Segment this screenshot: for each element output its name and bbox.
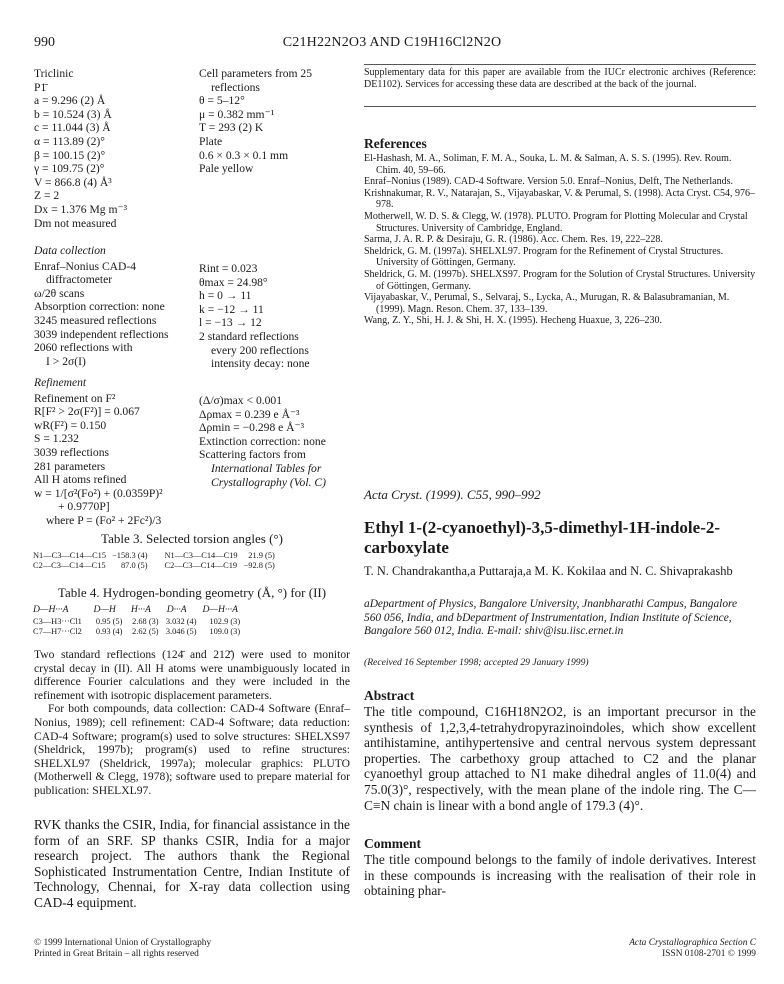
table-header-cell: D···A [166, 604, 187, 615]
paragraph: For both compounds, data collection: CAD-4 Software (Enraf–Nonius, 1989); cell refinement: CAD-4 Software; data reduction: CAD-4 Software; program(s) used to solve structures: SHELXS97 (Sheldrick, 1997b); program(s) used to refine structures: SHELXL97 (Sheldrick, 1997a); molecular graphics: PLUTO (Motherwell & Clegg, 1978); software used to prepare material for publication: SHELXL97. [34, 702, 350, 797]
footer-copyright: © 1999 International Union of Crystallography [34, 938, 212, 948]
rule-top [364, 64, 756, 65]
data-line: Cell parameters from 25 [199, 67, 312, 80]
data-collection-heading: Data collection [34, 244, 106, 257]
data-line: α = 113.89 (2)° [34, 134, 105, 148]
data-line: l = −13 → 12 [199, 316, 262, 330]
abstract-text: The title compound, C16H18N2O2, is an important precursor in the synthesis of 1,2,3,4-tetrahydropyrazinoindoles, which show excellent antihistamine, antihypertensive and central nervous system depressant properties. The carbethoxy group attached to C2 and the planar cyanoethyl group attached to N1 make dihedral angles of 11.0(4) and 75.0(3)°, respectively, with the mean plane of the indole ring. The C—C≡N chain is linear with a bond angle of 179.3 (4)°. [364, 704, 756, 813]
table-cell: 0.93 (4) [95, 627, 123, 636]
table-cell: N1—C3—C14—C19 [164, 551, 238, 560]
table-header-cell: D—H···A [33, 604, 69, 615]
data-line: Rint = 0.023 [199, 262, 258, 275]
data-line: c = 11.044 (3) Å [34, 121, 111, 135]
data-collection-left [34, 236, 194, 368]
data-line: Extinction correction: none [199, 434, 326, 448]
table3 [30, 551, 278, 571]
data-collection-right [199, 262, 349, 371]
data-line: θ = 5–12° [199, 94, 245, 108]
data-line: k = −12 → 11 [199, 302, 264, 316]
table-header-cell: D—H [93, 604, 116, 615]
data-line: All H atoms refined [34, 473, 127, 487]
article-authors: T. N. Chandrakantha,a Puttaraja,a M. K. Kokilaa and N. C. Shivaprakashb [364, 564, 733, 578]
table-row [30, 551, 278, 561]
data-line: every 200 reflections [211, 343, 309, 357]
table-cell: 109.0 (3) [209, 627, 241, 636]
data-line: Triclinic [34, 67, 74, 80]
data-line: β = 100.15 (2)° [34, 148, 106, 162]
reference-item: Sheldrick, G. M. (1997b). SHELXS97. Program for the Solution of Crystal Structures. University of Göttingen, Germany. [364, 268, 756, 292]
acknowledgement: RVK thanks the CSIR, India, for financial assistance in the form of an SRF. SP thanks CSIR, India for a major research project. The authors thank the Regional Sophisticated Instrumentation Centre, Indian Institute of Technology, Chennai, for X-ray data collection using CAD-4 equipment. [34, 817, 350, 910]
table-header-cell: D—H···A [202, 604, 238, 615]
data-line: Dm not measured [34, 216, 117, 230]
data-line: θmax = 24.98° [199, 275, 268, 289]
refinement-left [34, 368, 199, 528]
data-line: Plate [199, 134, 223, 148]
table-cell: 102.9 (3) [209, 617, 241, 626]
data-line: h = 0 → 11 [199, 289, 252, 303]
paragraph: Two standard reflections (124̄ and 212̄) were used to monitor crystal decay in (II). All H atoms were unambiguously located in difference Fourier calculations and they were included in the refinement with isotropic displacement parameters. [34, 648, 350, 702]
data-line: γ = 109.75 (2)° [34, 162, 105, 176]
data-line: 3039 independent reflections [34, 327, 169, 341]
data-line: Z = 2 [34, 189, 60, 203]
data-line: + 0.9770P] [58, 500, 110, 514]
data-line: 3039 reflections [34, 445, 110, 459]
data-line: intensity decay: none [211, 357, 310, 371]
table-cell: C7—H7···Cl2 [33, 627, 82, 636]
table4-caption: Table 4. Hydrogen-bonding geometry (Å, °) for (II) [57, 585, 327, 600]
data-line: R[F² > 2σ(F²)] = 0.067 [34, 405, 140, 419]
reference-item: Vijayabaskar, V., Perumal, S., Selvaraj, S., Lycka, A., Murugan, R. & Balasubramanian, M. (1999). Magn. Reson. Chem. 37, 133–139. [364, 292, 730, 315]
data-line: P1̄ [34, 80, 47, 94]
table-cell: 3.032 (4) [165, 617, 197, 626]
data-line: a = 9.296 (2) Å [34, 94, 106, 108]
data-line: reflections [211, 80, 260, 94]
table-cell: 2.68 (3) [132, 617, 159, 626]
refinement-right [199, 394, 349, 489]
data-line: b = 10.524 (3) Å [34, 107, 112, 121]
data-line: I > 2σ(I) [46, 354, 86, 368]
reference-item: Wang, Z. Y., Shi, H. J. & Shi, H. X. (1995). Hecheng Huaxue, 3, 226–230. [364, 315, 663, 327]
running-title: C21H22N2O3 AND C19H16Cl2N2O [282, 35, 502, 50]
data-line: ω/2θ scans [34, 286, 85, 300]
data-line: T = 293 (2) K [199, 121, 264, 135]
table-cell: N1—C3—C14—C15 [33, 551, 107, 560]
comment-text: The title compound belongs to the family of indole derivatives. Interest in these compounds is increasing with the realisation of their role in obtaining phar- [364, 852, 756, 899]
data-line: 2 standard reflections [199, 329, 299, 343]
references-list [364, 153, 756, 327]
footer-left [34, 938, 211, 960]
data-line: 281 parameters [34, 459, 106, 473]
table-cell: 21.9 (5) [248, 551, 275, 560]
article-citation: Acta Cryst. (1999). C55, 990–992 [364, 487, 541, 502]
reference-item: Sheldrick, G. M. (1997a). SHELXL97. Program for the Refinement of Crystal Structures. University of Göttingen, Germany. [364, 245, 724, 269]
rule-bottom [364, 106, 756, 107]
table-row [30, 627, 250, 637]
table-row [30, 617, 250, 627]
data-line: Scattering factors from [199, 448, 306, 462]
data-line: 0.6 × 0.3 × 0.1 mm [199, 148, 289, 162]
data-line: S = 1.232 [34, 432, 79, 446]
reference-item: Motherwell, W. D. S. & Clegg, W. (1978). PLUTO. Program for Plotting Molecular and Crystal Structures. University of Cambridge, England. [364, 210, 748, 234]
data-line: Dx = 1.376 Mg m⁻³ [34, 202, 128, 216]
abstract-heading: Abstract [364, 688, 415, 703]
data-line: (Δ/σ)max < 0.001 [199, 394, 283, 407]
table-cell: −92.8 (5) [243, 561, 275, 570]
table-cell: 3.046 (5) [165, 627, 197, 636]
table-header [30, 605, 250, 617]
data-line: diffractometer [46, 273, 113, 287]
table-cell: −158.3 (4) [112, 551, 148, 560]
data-line: Pale yellow [199, 162, 254, 176]
reference-item: El-Hashash, M. A., Soliman, F. M. A., Souka, L. M. & Salman, A. S. S. (1995). Rev. Roum. Chim. 40, 59–66. [364, 153, 732, 176]
supplementary-note: Supplementary data for this paper are available from the IUCr electronic archives (Reference: DE1102). Services for accessing these data are described at the back of the journal. [364, 67, 756, 90]
footer-issn: ISSN 0108-2701 © 1999 [662, 949, 756, 959]
table-cell: C2—C3—C14—C15 [33, 561, 106, 570]
table-cell: 87.0 (5) [120, 561, 148, 570]
article-affiliation: aDepartment of Physics, Bangalore University, Jnanbharathi Campus, Bangalore 560 056, India, and bDepartment of Instrumentation, Indian Institute of Science, Bangalore 560 012, India. E-mail: shiv@isu.iisc.ernet.in [364, 598, 738, 638]
page-number: 990 [34, 35, 55, 50]
table4 [30, 605, 250, 637]
references-heading: References [364, 136, 427, 151]
received-dates: (Received 16 September 1998; accepted 29 January 1999) [364, 657, 589, 668]
data-line: Refinement on F² [34, 391, 116, 405]
data-line: Δρmax = 0.239 e Å⁻³ [199, 407, 300, 421]
data-line: wR(F²) = 0.150 [34, 418, 107, 432]
table-cell: 0.95 (5) [95, 617, 123, 626]
article-title: Ethyl 1-(2-cyanoethyl)-3,5-dimethyl-1H-indole-2-carboxylate [364, 518, 721, 557]
data-line: w = 1/[σ²(Fo²) + (0.0359P)² [34, 486, 163, 500]
footer-journal: Acta Crystallographica Section C [629, 938, 756, 948]
crystal-data-right [199, 67, 349, 176]
data-line: Δρmin = −0.298 e Å⁻³ [199, 421, 305, 435]
data-line: where P = (Fo² + 2Fc²)/3 [46, 513, 162, 527]
data-line: Crystallography (Vol. C) [211, 475, 326, 489]
reference-item: Enraf–Nonius (1989). CAD-4 Software. Version 5.0. Enraf–Nonius, Delft, The Netherlands. [364, 176, 733, 188]
table3-caption: Table 3. Selected torsion angles (°) [101, 531, 283, 546]
refinement-heading: Refinement [34, 376, 87, 389]
table-row [30, 561, 278, 571]
crystal-data-left [34, 67, 194, 230]
reference-item: Krishnakumar, R. V., Natarajan, S., Vijayabaskar, V. & Perumal, S. (1998). Acta Cryst. C54, 976–978. [364, 187, 755, 211]
data-line: Absorption correction: none [34, 300, 165, 314]
table-cell: C3—H3···Cl1 [33, 617, 82, 626]
data-line: International Tables for [211, 461, 322, 475]
data-line: 2060 reflections with [34, 341, 133, 355]
data-line: 3245 measured reflections [34, 313, 157, 327]
data-line: V = 866.8 (4) Å³ [34, 175, 112, 189]
table-header-cell: H···A [130, 604, 151, 615]
footer-right [364, 938, 756, 960]
table-cell: 2.62 (5) [132, 627, 159, 636]
data-line: Enraf–Nonius CAD-4 [34, 259, 137, 273]
table-cell: C2—C3—C14—C19 [164, 561, 238, 570]
footer-printed: Printed in Great Britain – all rights reserved [34, 949, 199, 959]
data-line: μ = 0.382 mm⁻¹ [199, 107, 275, 121]
body-left [34, 648, 350, 798]
comment-heading: Comment [364, 836, 421, 851]
reference-item: Sarma, J. A. R. P. & Desiraju, G. R. (1986). Acc. Chem. Res. 19, 222–228. [364, 234, 663, 246]
